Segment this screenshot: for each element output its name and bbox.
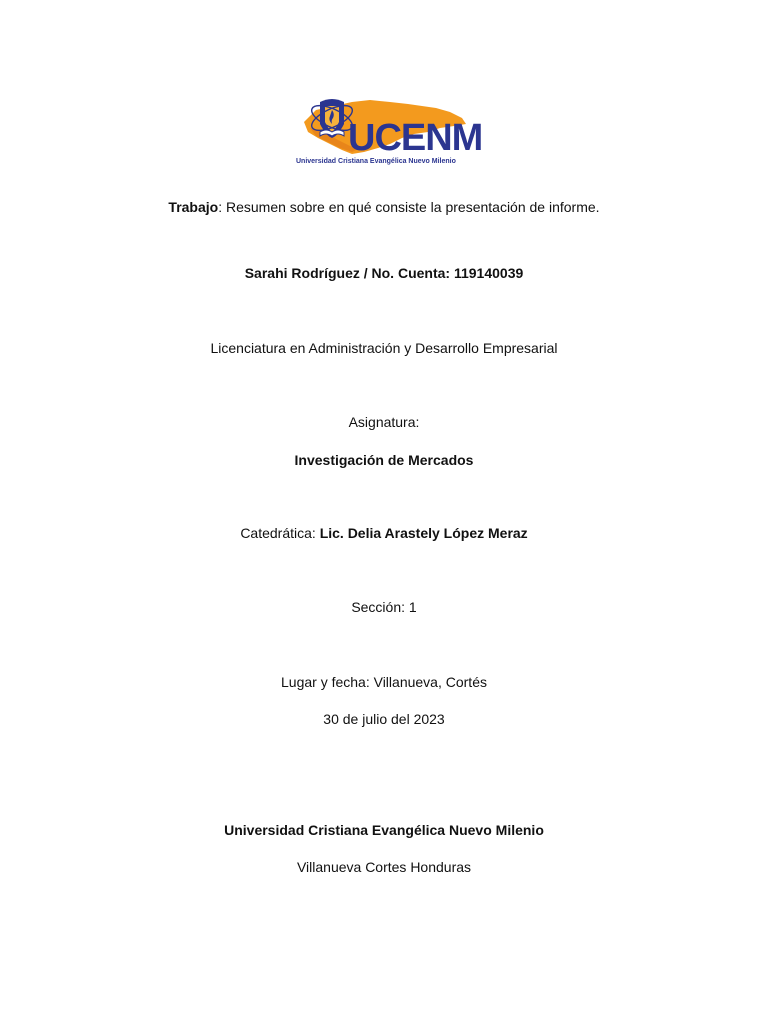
trabajo-line [0,198,768,216]
catedratica-label: Catedrática: [240,525,320,541]
fecha-line: 30 de julio del 2023 [323,711,445,727]
logo-wordmark: UCENM [348,117,483,159]
student-line: Sarahi Rodríguez / No. Cuenta: 119140039 [244,265,524,281]
asignatura-label: Asignatura: [348,414,420,430]
logo-subtitle: Universidad Cristiana Evangélica Nuevo Milenio [296,158,456,165]
catedratica-name: Lic. Delia Arastely López Meraz [319,525,528,541]
university-line: Universidad Cristiana Evangélica Nuevo Milenio [224,822,544,838]
degree-line: Licenciatura en Administración y Desarrollo Empresarial [210,340,558,356]
asignatura-value: Investigación de Mercados [294,452,474,468]
seccion-line: Sección: 1 [351,599,417,615]
location-line: Villanueva Cortes Honduras [296,859,472,875]
catedratica-line [0,524,768,542]
trabajo-label: Trabajo [168,199,219,215]
lugar-line: Lugar y fecha: Villanueva, Cortés [281,674,487,690]
trabajo-text: : Resumen sobre en qué consiste la presentación de informe. [218,199,600,215]
